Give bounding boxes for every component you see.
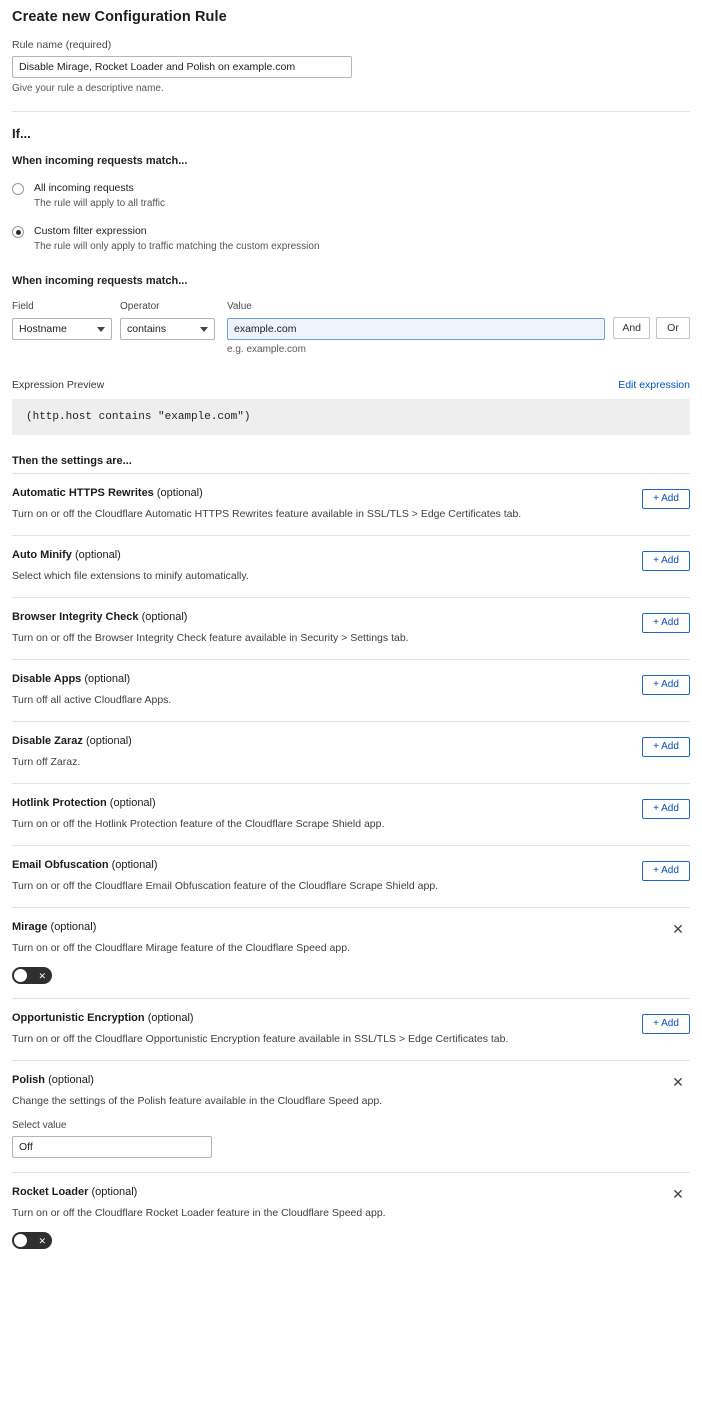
setting-title [12, 487, 690, 499]
add-button[interactable]: + Add [642, 737, 690, 757]
setting-name: Hotlink Protection [12, 797, 107, 809]
toggle-knob [14, 1234, 27, 1247]
toggle-knob [14, 969, 27, 982]
add-button[interactable]: + Add [642, 551, 690, 571]
value-example-text: e.g. example.com [227, 344, 306, 355]
setting-optional: (optional) [109, 797, 156, 809]
value-input[interactable] [227, 318, 605, 340]
setting-optional: (optional) [141, 611, 188, 623]
radio-icon-selected[interactable] [12, 226, 24, 238]
then-heading: Then the settings are... [12, 455, 132, 467]
add-button[interactable]: + Add [642, 489, 690, 509]
setting-row-rocket-loader [12, 1172, 690, 1263]
setting-name: Browser Integrity Check [12, 611, 139, 623]
setting-optional: (optional) [91, 1186, 138, 1198]
add-button[interactable]: + Add [642, 861, 690, 881]
setting-description: Select which file extensions to minify automatically. [12, 570, 249, 582]
setting-title [12, 673, 690, 685]
operator-select[interactable] [120, 318, 215, 340]
setting-optional: (optional) [147, 1012, 194, 1024]
setting-optional: (optional) [84, 673, 131, 685]
field-select-value: Hostname [19, 323, 67, 335]
rocket-loader-toggle[interactable] [12, 1232, 52, 1249]
polish-select[interactable] [12, 1136, 212, 1158]
and-button[interactable]: And [613, 317, 650, 339]
setting-row [12, 535, 690, 597]
radio-label: All incoming requests [34, 182, 134, 194]
rule-name-helper: Give your rule a descriptive name. [12, 83, 164, 94]
expression-preview-box: (http.host contains "example.com") [12, 399, 690, 435]
setting-title [12, 921, 690, 933]
setting-title [12, 1012, 690, 1024]
setting-row [12, 721, 690, 783]
remove-setting-icon[interactable]: ✕ [672, 1074, 684, 1090]
setting-optional: (optional) [156, 487, 203, 499]
setting-row-mirage [12, 907, 690, 998]
operator-label: Operator [120, 301, 160, 312]
add-button[interactable]: + Add [642, 1014, 690, 1034]
setting-row [12, 659, 690, 721]
radio-option-all-requests[interactable] [12, 181, 690, 210]
page-title: Create new Configuration Rule [12, 9, 227, 25]
setting-description: Turn on or off the Cloudflare Automatic HTTPS Rewrites feature available in SSL/TLS > Edge Certificates tab. [12, 508, 522, 520]
chevron-down-icon [97, 327, 105, 332]
setting-name: Automatic HTTPS Rewrites [12, 487, 154, 499]
setting-description: Turn off Zaraz. [12, 756, 81, 768]
setting-row [12, 845, 690, 907]
setting-row [12, 597, 690, 659]
radio-option-custom-filter[interactable] [12, 224, 690, 253]
setting-title [12, 859, 690, 871]
setting-name: Opportunistic Encryption [12, 1012, 145, 1024]
radio-sublabel: The rule will only apply to traffic matching the custom expression [34, 241, 320, 252]
setting-description: Turn on or off the Cloudflare Rocket Loader feature in the Cloudflare Speed app. [12, 1207, 386, 1219]
setting-description: Turn on or off the Browser Integrity Check feature available in Security > Settings tab. [12, 632, 409, 644]
setting-name: Email Obfuscation [12, 859, 109, 871]
setting-name: Disable Apps [12, 673, 82, 685]
setting-name: Rocket Loader [12, 1186, 89, 1198]
builder-label: When incoming requests match... [12, 275, 188, 287]
toggle-off-icon: ✕ [38, 1235, 46, 1246]
setting-optional: (optional) [50, 921, 97, 933]
setting-optional: (optional) [74, 549, 121, 561]
rule-name-input[interactable] [12, 56, 352, 78]
field-label: Field [12, 301, 34, 312]
if-heading: If... [12, 126, 31, 141]
setting-optional: (optional) [111, 859, 158, 871]
setting-description: Turn off all active Cloudflare Apps. [12, 694, 172, 706]
radio-icon[interactable] [12, 183, 24, 195]
polish-select-value: Off [19, 1141, 33, 1153]
expression-header [12, 379, 690, 391]
chevron-down-icon [200, 327, 208, 332]
setting-optional: (optional) [48, 1074, 94, 1086]
setting-description: Turn on or off the Cloudflare Email Obfuscation feature of the Cloudflare Scrape Shield app. [12, 880, 439, 892]
setting-description: Turn on or off the Cloudflare Mirage feature of the Cloudflare Speed app. [12, 942, 350, 954]
expression-preview-label: Expression Preview [12, 379, 105, 391]
or-button[interactable]: Or [656, 317, 690, 339]
radio-label: Custom filter expression [34, 225, 147, 237]
setting-row [12, 473, 690, 535]
setting-title [12, 611, 690, 623]
radio-sublabel: The rule will apply to all traffic [34, 198, 165, 209]
toggle-off-icon: ✕ [38, 970, 46, 981]
setting-title [12, 797, 690, 809]
setting-name: Polish [12, 1074, 46, 1086]
divider [12, 111, 690, 112]
add-button[interactable]: + Add [642, 799, 690, 819]
value-label: Value [227, 301, 252, 312]
setting-name: Disable Zaraz [12, 735, 83, 747]
setting-optional: (optional) [85, 735, 132, 747]
field-select[interactable] [12, 318, 112, 340]
setting-title [12, 549, 690, 561]
add-button[interactable]: + Add [642, 675, 690, 695]
setting-description: Change the settings of the Polish feature available in the Cloudflare Speed app. [12, 1095, 383, 1107]
setting-row-polish [12, 1060, 690, 1172]
setting-title [12, 735, 690, 747]
select-value-label: Select value [12, 1120, 67, 1131]
edit-expression-link[interactable]: Edit expression [618, 379, 690, 391]
operator-select-value: contains [127, 323, 167, 335]
mirage-toggle[interactable] [12, 967, 52, 984]
setting-row [12, 783, 690, 845]
add-button[interactable]: + Add [642, 613, 690, 633]
match-label: When incoming requests match... [12, 155, 188, 167]
setting-title [12, 1186, 690, 1198]
setting-description: Turn on or off the Cloudflare Opportunistic Encryption feature available in SSL/TLS > Edge Certificates tab. [12, 1033, 509, 1045]
setting-row [12, 998, 690, 1060]
setting-description: Turn on or off the Hotlink Protection feature of the Cloudflare Scrape Shield app. [12, 818, 385, 830]
setting-title [12, 1074, 690, 1086]
filter-builder-row [12, 301, 690, 355]
rule-name-label: Rule name (required) [12, 39, 112, 51]
remove-setting-icon[interactable]: ✕ [672, 921, 684, 937]
remove-setting-icon[interactable]: ✕ [672, 1186, 684, 1202]
setting-name: Mirage [12, 921, 48, 933]
setting-name: Auto Minify [12, 549, 72, 561]
